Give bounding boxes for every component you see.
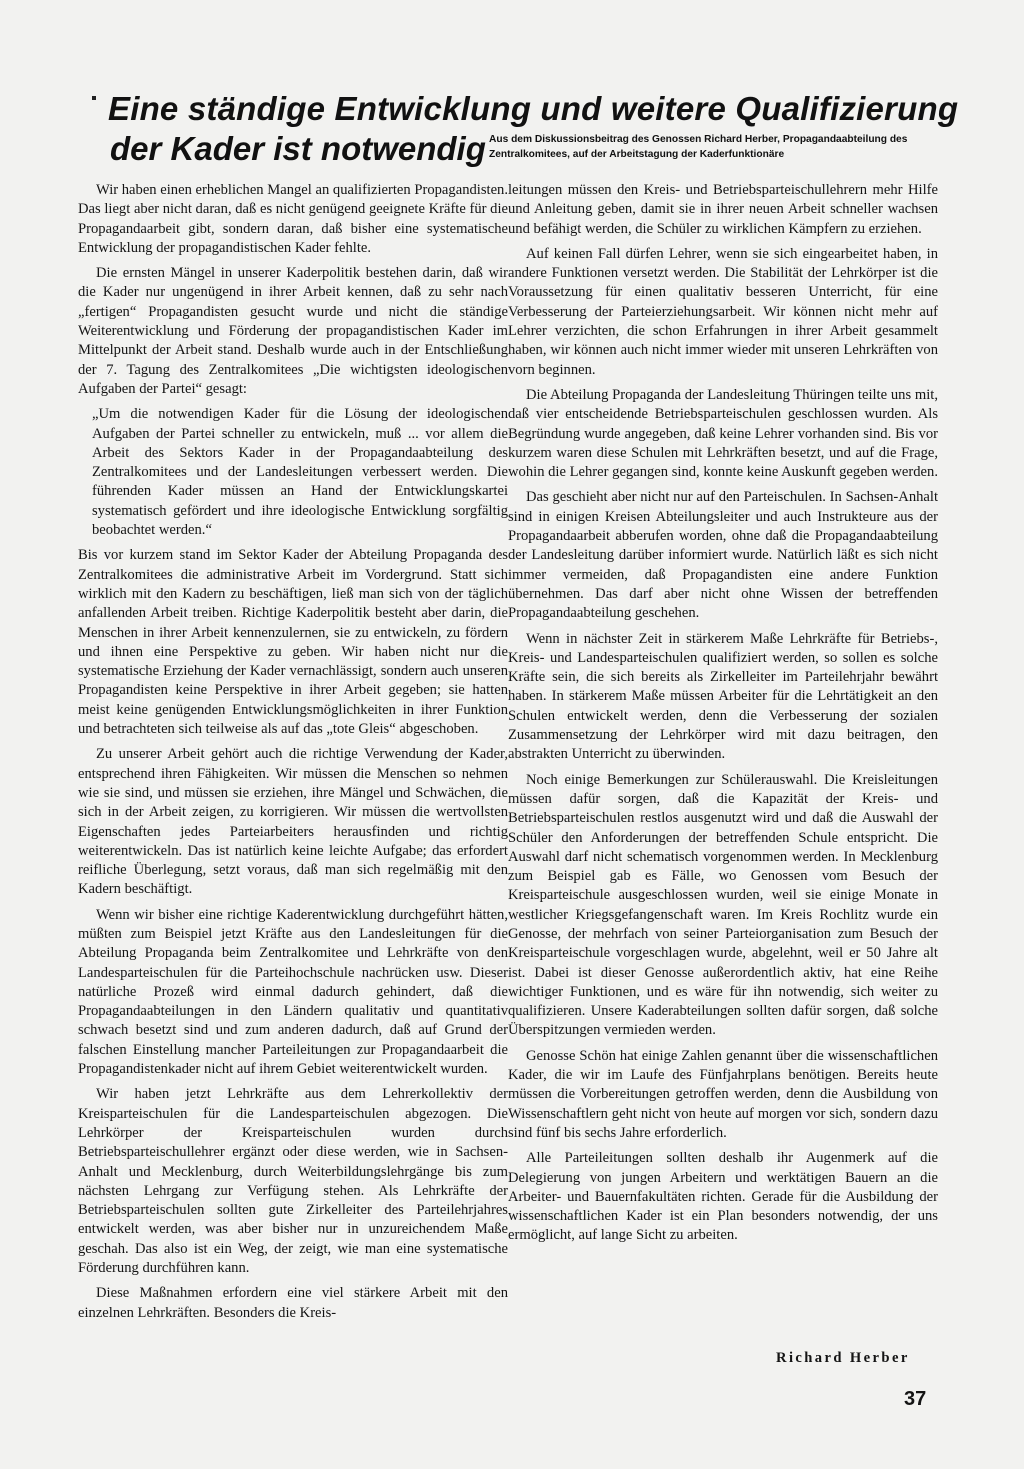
- headline-marker: [92, 96, 96, 100]
- paragraph: Wir haben einen erheblichen Mangel an qualifizierten Propagandisten. Das liegt aber nicht daran, daß es nicht genügend geeignete Kräfte für die Propagandaarbeit gibt, sondern daran, daß bisher eine systematische Entwicklung der propagandistischen Kader fehlte.: [78, 182, 508, 256]
- paragraph: Auf keinen Fall dürfen Lehrer, wenn sie sich eingearbeitet haben, in andere Funktionen versetzt werden. Die Stabilität der Lehrkörper ist die Voraussetzung für einen qualitativ besseren Unterricht, für eine Verbesserung der Parteierziehungsarbeit. Wir können nicht mehr auf Lehrer verzichten, die schon Erfahrungen in ihrer Arbeit gesammelt haben, wir können auch nicht immer wieder mit unseren Lehrkräften von vorn beginnen.: [508, 245, 938, 378]
- paragraph: Bis vor kurzem stand im Sektor Kader der Abteilung Propaganda des Zentralkomitees die administrative Arbeit im Vordergrund. Statt sich wirklich mit den Kadern zu beschäftigen, ließ man sich von der täglich anfallenden Arbeit treiben. Richtige Kaderpolitik besteht aber darin, die Menschen in ihrer Arbeit kennenzulernen, sie zu entwickeln, zu fördern und ihnen eine Perspektive zu geben. Wir haben nicht nur die systematische Erziehung der Kader vernachlässigt, sondern auch unseren Propagandisten keine Perspektive in ihrer Arbeit gegeben; sie hatten meist keine genügenden Entwicklungsmöglichkeiten in ihrer Funktion und betrachteten sich teilweise als auf das „tote Gleis“ abgeschoben.: [78, 547, 508, 738]
- right-column: [508, 181, 938, 1252]
- headline-line-2: der Kader ist notwendig: [110, 130, 486, 167]
- paragraph: Die ernsten Mängel in unserer Kaderpolitik bestehen darin, daß wir die Kader nur ungenügend in ihrer Arbeit kennen, daß zu sehr nach „fertigen“ Propagandisten gesucht wurde und nicht die ständige Weiterentwicklung und Förderung der propagandistischen Kader im Mittelpunkt der Arbeit stand. Deshalb wurde auch in der Entschließung der 7. Tagung des Zentralkomitees „Die wichtigsten ideologischen Aufgaben der Partei“ gesagt:: [78, 265, 508, 397]
- subhead: Aus dem Diskussionsbeitrag des Genossen Richard Herber, Propagandaabteilung des Zentralkomitees, auf der Arbeitstagung der Kaderfunktionäre: [489, 134, 908, 160]
- paragraph: Genosse Schön hat einige Zahlen genannt über die wissenschaftlichen Kader, die wir im Laufe des Fünfjahrplans benötigen. Bereits heute müssen die Vorbereitungen getroffen werden, denn die Ausbildung von Wissenschaftlern geht nicht von heute auf morgen vor sich, sondern dazu sind fünf bis sechs Jahre erforderlich.: [508, 1047, 938, 1141]
- paragraph: Zu unserer Arbeit gehört auch die richtige Verwendung der Kader, entsprechend ihren Fähigkeiten. Wir müssen die Menschen so nehmen wie sie sind, und müssen sie erziehen, ihre Mängel und Schwächen, die sich in der Arbeit zeigen, zu korrigieren. Wir müssen die wertvollsten Eigenschaften jedes Parteiarbeiters herausfinden und richtig weiterentwickeln. Das ist natürlich keine leichte Aufgabe; das erfordert reifliche Überlegung, setzt voraus, daß man sich regelmäßig mit den Kadern beschäftigt.: [78, 746, 508, 898]
- paragraph: Wir haben jetzt Lehrkräfte aus dem Lehrerkollektiv der Kreisparteischulen für die Landesparteischulen abgezogen. Die Lehrkörper der Kreisparteischulen wurden durch Betriebsparteischullehrer ergänzt oder diese werden, wie in Sachsen-Anhalt und Mecklenburg, durch Weiterbildungslehrgänge bis zum nächsten Lehrgang zur Verfügung stehen. Als Lehrkräfte der Betriebsparteischulen sollten gute Zirkelleiter des Parteilehrjahres entwickelt werden, was aber bisher nur in unzureichendem Maße geschah. Das also ist ein Weg, der zeigt, wie man eine systematische Förderung durchführen kann.: [78, 1086, 508, 1277]
- quote-paragraph: „Um die notwendigen Kader für die Lösung der ideologischen Aufgaben der Partei schneller zu entwickeln, muß ... vor allem die Arbeit des Sektors Kader in der Propagandaabteilung des Zentralkomitees und der Landesleitungen verbessert werden. Die führenden Kader müssen an Hand der Entwicklungskartei systematisch gefördert und ihre ideologische Entwicklung sorgfältig beobachtet werden.“: [92, 406, 508, 539]
- paragraph: Wenn in nächster Zeit in stärkerem Maße Lehrkräfte für Betriebs-, Kreis- und Landesparteischulen qualifiziert werden, so sollen es solche Kräfte sein, die sich bereits als Zirkelleiter im Parteilehrjahr bewährt haben. In stärkerem Maße müssen Arbeiter für die Lehrtätigkeit an den Schulen entwickelt werden, denn die Verbesserung der sozialen Zusammensetzung der Lehrkörper wird mit dazu beitragen, den abstrakten Unterricht zu überwinden.: [508, 630, 938, 763]
- paragraph: leitungen müssen den Kreis- und Betriebsparteischullehrern mehr Hilfe und Anleitung geben, damit sie in ihrer neuen Arbeit schneller wachsen und befähigt werden, die Schüler zu wirklichen Kämpfern zu erziehen.: [508, 182, 938, 237]
- author-signature: Richard Herber: [776, 1350, 910, 1366]
- paragraph: Wenn wir bisher eine richtige Kaderentwicklung durchgeführt hätten, müßten zum Beispiel jetzt Kräfte aus den Landesleitungen für die Abteilung Propaganda beim Zentralkomitee und Lehrkräfte von den Landesparteischulen für die Parteihochschule nachrücken usw. Dieser natürliche Prozeß wird einmal dadurch gehindert, daß die Propagandaabteilungen in den Ländern qualitativ und quantitativ schwach besetzt sind und zum anderen dadurch, daß auf Grund der falschen Einstellung mancher Parteileitungen zur Propagandaarbeit die Propagandistenkader nicht auf ihrem Gebiet weiterentwickelt wurden.: [78, 906, 508, 1078]
- headline-line-1: Eine ständige Entwicklung und weitere Qualifizierung: [108, 90, 959, 127]
- paragraph: Die Abteilung Propaganda der Landesleitung Thüringen teilte uns mit, daß vier entscheidende Betriebsparteischulen geschlossen wurden. Als Begründung wurde angegeben, daß keine Lehrer vorhanden sind. Bis vor kurzem waren diese Schulen mit Lehrkräften besetzt, und auf die Frage, wohin die Lehrer gegangen sind, konnte keine Auskunft gegeben werden.: [508, 386, 938, 481]
- paragraph: Alle Parteileitungen sollten deshalb ihr Augenmerk auf die Delegierung von jungen Arbeitern und werktätigen Bauern an die Arbeiter- und Bauernfakultäten richten. Gerade für die Ausbildung der wissenschaftlichen Kader ist ein Plan besonders notwendig, der uns ermöglicht, auf lange Sicht zu arbeiten.: [508, 1150, 938, 1244]
- paragraph: Noch einige Bemerkungen zur Schülerauswahl. Die Kreisleitungen müssen dafür sorgen, daß die Kapazität der Kreis- und Betriebsparteischulen restlos ausgenutzt wird und daß die Auswahl der Schüler den Anforderungen der betreffenden Schule entspricht. Die Auswahl darf nicht schematisch vorgenommen werden. In Mecklenburg zum Beispiel gab es Fälle, wo Genossen vom Besuch der Kreisparteischule ausgeschlossen wurden, weil sie einige Monate in westlicher Kriegsgefangenschaft waren. Im Kreis Rochlitz wurde ein Genosse, der mehrfach von seiner Parteiorganisation zum Besuch der Kreisparteischule vorgeschlagen wurde, abgelehnt, weil er 50 Jahre alt ist. Dabei ist dieser Genosse außerordentlich aktiv, hat eine Reihe wichtiger Funktionen, und es wäre für ihn notwendig, sich weiter zu qualifizieren. Unsere Kaderabteilungen sollten dafür sorgen, daß solche Überspitzungen vermieden werden.: [508, 771, 938, 1039]
- page-number: 37: [904, 1388, 927, 1410]
- paragraph: Das geschieht aber nicht nur auf den Parteischulen. In Sachsen-Anhalt sind in einigen Kreisen Abteilungsleiter und auch Instrukteure aus der Propagandaarbeit abberufen worden, ohne daß die Propagandaabteilung der Landesleitung darüber informiert wurde. Natürlich läßt es sich nicht immer vermeiden, daß Propagandisten eine andere Funktion übernehmen. Das darf aber nicht ohne Wissen der betreffenden Propagandaabteilung geschehen.: [508, 489, 938, 622]
- left-column: [78, 181, 508, 1329]
- paragraph: Diese Maßnahmen erfordern eine viel stärkere Arbeit mit den einzelnen Lehrkräften. Besonders die Kreis-: [78, 1285, 508, 1321]
